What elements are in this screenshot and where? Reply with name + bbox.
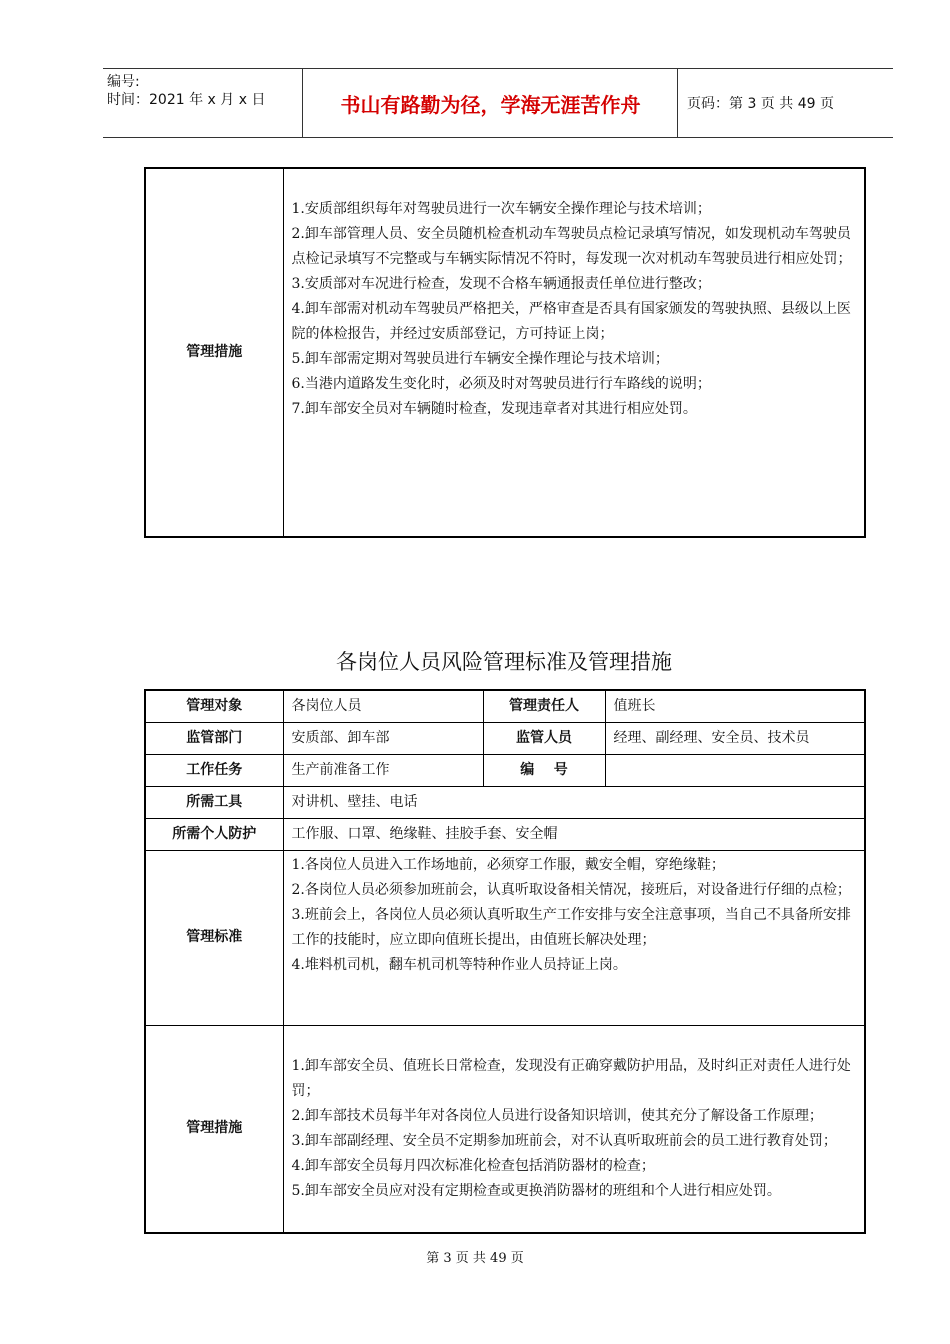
measure-line: 7.卸车部安全员对车辆随时检查，发现违章者对其进行相应处罚。 <box>291 401 697 417</box>
cell-label: 监管人员 <box>483 722 605 754</box>
header-page-info: 页码：第 3 页 共 49 页 <box>687 96 834 112</box>
table-row <box>145 690 865 722</box>
measure-line: 2.卸车部管理人员、安全员随机检查机动车驾驶员点检记录填写情况，如发现机动车驾驶员点检记录填写不完整或与车辆实际情况不符时，每发现一次对机动车驾驶员进行相应处罚； <box>291 226 852 267</box>
standards-content <box>283 850 865 1025</box>
measures-content <box>283 1025 865 1233</box>
cell-value: 经理、副经理、安全员、技术员 <box>605 722 865 754</box>
standard-line: 3.班前会上，各岗位人员必须认真听取生产工作安排与安全注意事项，当自己不具备所安排工作的技能时，应立即向值班长提出，由值班长解决处理； <box>291 906 851 948</box>
measures-content <box>283 168 865 537</box>
cell-label: 监管部门 <box>145 722 283 754</box>
measure-line: 1.卸车部安全员、值班长日常检查，发现没有正确穿戴防护用品，及时纠正对责任人进行处罚； <box>291 1057 851 1099</box>
measure-line: 1.安质部组织每年对驾驶员进行一次车辆安全操作理论与技术培训； <box>291 201 711 217</box>
table-row <box>145 722 865 754</box>
section-title: 各岗位人员风险管理标准及管理措施 <box>336 650 672 674</box>
measure-line: 5.卸车部需定期对驾驶员进行车辆安全操作理论与技术培训； <box>291 351 669 367</box>
header-meta <box>103 69 303 137</box>
cell-label: 管理对象 <box>145 690 283 722</box>
table-row <box>145 1025 865 1233</box>
cell-value: 各岗位人员 <box>283 690 483 722</box>
measure-line: 4.卸车部安全员每月四次标准化检查包括消防器材的检查； <box>291 1157 655 1174</box>
table-row <box>145 786 865 818</box>
measure-line: 5.卸车部安全员应对没有定期检查或更换消防器材的班组和个人进行相应处罚。 <box>291 1182 781 1199</box>
cell-value <box>605 754 865 786</box>
table-row <box>145 850 865 1025</box>
measure-line: 3.安质部对车况进行检查，发现不合格车辆通报责任单位进行整改； <box>291 276 711 292</box>
number-label: 编号: <box>107 74 140 90</box>
measures-label: 管理措施 <box>145 168 283 537</box>
cell-value: 值班长 <box>605 690 865 722</box>
cell-label: 管理责任人 <box>483 690 605 722</box>
page-header <box>103 68 893 138</box>
header-slogan: 书山有路勤为径，学海无涯苦作舟 <box>304 69 678 137</box>
cell-value: 生产前准备工作 <box>283 754 483 786</box>
cell-label: 所需工具 <box>145 786 283 818</box>
cell-value: 对讲机、壁挂、电话 <box>283 786 865 818</box>
measure-line: 2.卸车部技术员每半年对各岗位人员进行设备知识培训，使其充分了解设备工作原理； <box>291 1107 823 1124</box>
page-footer: 第 3 页 共 49 页 <box>426 1251 524 1266</box>
cell-label: 所需个人防护 <box>145 818 283 850</box>
table-row <box>145 754 865 786</box>
measure-line: 4.卸车部需对机动车驾驶员严格把关，严格审查是否具有国家颁发的驾驶执照、县级以上医院的体检报告，并经过安质部登记，方可持证上岗； <box>291 301 851 342</box>
time-label: 时间：2021 年 x 月 x 日 <box>107 92 266 108</box>
cell-label: 编 号 <box>483 754 605 786</box>
risk-management-table <box>144 689 866 1234</box>
standards-label: 管理标准 <box>145 850 283 1025</box>
standard-line: 2.各岗位人员必须参加班前会，认真听取设备相关情况，接班后，对设备进行仔细的点检； <box>291 881 851 898</box>
standard-line: 4.堆料机司机，翻车机司机等特种作业人员持证上岗。 <box>291 956 627 973</box>
measure-line: 6.当港内道路发生变化时，必须及时对驾驶员进行行车路线的说明； <box>291 376 711 392</box>
measure-line: 3.卸车部副经理、安全员不定期参加班前会，对不认真听取班前会的员工进行教育处罚； <box>291 1132 837 1149</box>
measures-table-continued <box>144 167 866 538</box>
measures-label: 管理措施 <box>145 1025 283 1233</box>
cell-value: 工作服、口罩、绝缘鞋、挂胶手套、安全帽 <box>283 818 865 850</box>
standard-line: 1.各岗位人员进入工作场地前，必须穿工作服，戴安全帽，穿绝缘鞋； <box>291 856 725 873</box>
cell-value: 安质部、卸车部 <box>283 722 483 754</box>
table-row <box>145 818 865 850</box>
cell-label: 工作任务 <box>145 754 283 786</box>
